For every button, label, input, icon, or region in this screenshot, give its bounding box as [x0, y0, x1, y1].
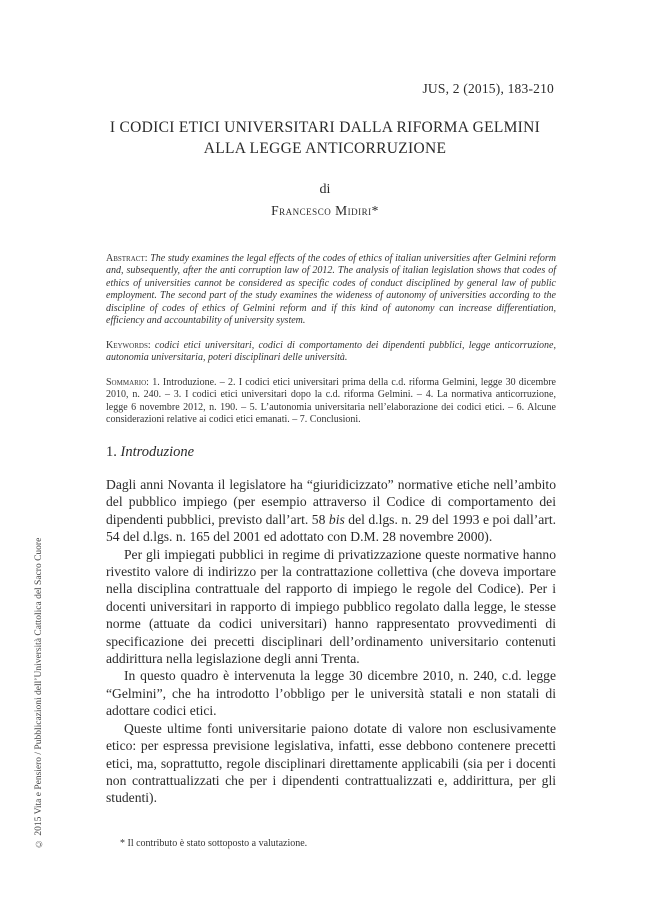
- by-label: di: [319, 182, 331, 197]
- paragraph-1-b: del d.lgs. n. 29 del 1993 e poi dall’art. 54 del d.lgs. n. 165 del 2001 ed adottato con D.M. 28 novembre 2000).: [106, 511, 556, 545]
- keywords: [106, 340, 556, 365]
- abstract-text: The study examines the legal effects of the codes of ethics of italian universities after Gelmini reform and, subsequently, after the anti corruption law of 2012. The analysis of italian legislation shows that codes of ethics of universities cannot be considered as specific codes of conduct disciplined by general law of public employment. The second part of the study examines the wideness of autonomy of universities according to the discipline of codes of ethics of Gelmini reform and if this kind of autonomy can increase differentiation, efficiency and accountability of university system.: [106, 253, 557, 327]
- section-title: Introduzione: [120, 444, 195, 460]
- keywords-label: Keywords:: [106, 340, 151, 351]
- article-title: [100, 117, 550, 159]
- paragraph-3: In questo quadro è intervenuta la legge 30 dicembre 2010, n. 240, c.d. legge “Gelmini”, che ha introdotto l’obbligo per le università statali e non statali di adottare codici etici.: [106, 668, 556, 719]
- abstract-label: Abstract:: [106, 253, 148, 264]
- title-line-2: ALLA LEGGE ANTICORRUZIONE: [203, 140, 447, 157]
- author-name: Francesco Midiri*: [271, 203, 379, 218]
- footnote: * Il contributo è stato sottoposto a valutazione.: [120, 838, 308, 849]
- paragraph-2: Per gli impiegati pubblici in regime di privatizzazione queste normative hanno rivestito valore di indirizzo per la contrattazione collettiva (che doveva importare nella disciplina contrattuale del rapporto di impiego le regole del Codice). Per i docenti universitari in rapporto di impiego pubblico regolato dalla legge, le stesse norme (attuate da codici universitari) hanno rappresentato provvedimenti di specificazione dei precetti disciplinari dell’ordinamento universitario contenuti addirittura nella legislazione degli anni Trenta.: [106, 546, 556, 667]
- section-heading: [106, 444, 194, 461]
- section-number: 1.: [106, 444, 117, 460]
- body-text: [106, 476, 556, 807]
- journal-reference: JUS, 2 (2015), 183-210: [422, 81, 554, 96]
- paragraph-1-a: Dagli anni Novanta il legislatore ha “giuridicizzato” normative etiche nell’ambito del pubblico impiego (per esempio attraverso il Codice di comportamento dei dipendenti pubblici, previsto dall’art. 58: [106, 477, 556, 527]
- paragraph-1-bis: bis: [328, 511, 345, 527]
- keywords-text: codici etici universitari, codici di comportamento dei dipendenti pubblici, legge anticorruzione, autonomia universitaria, poteri disciplinari delle università.: [106, 340, 556, 364]
- summary-text: 1. Introduzione. – 2. I codici etici universitari prima della c.d. riforma Gelmini, legge 30 dicembre 2010, n. 240. – 3. I codici etici universitari dopo la c.d. riforma Gelmini. – 4. La normativa anticorruzione, legge 6 novembre 2012, n. 190. – 5. L’autonomia universitaria nell’elaborazione dei codici etici. – 6. Alcune considerazioni relative ai codici etici emanati. – 7. Conclusioni.: [106, 377, 556, 426]
- summary: [106, 377, 556, 427]
- abstract: [106, 253, 556, 327]
- title-line-1: I CODICI ETICI UNIVERSITARI DALLA RIFORMA GELMINI: [109, 119, 541, 136]
- summary-label: Sommario:: [106, 377, 149, 388]
- paragraph-1: [106, 476, 556, 546]
- copyright-notice: © 2015 Vita e Pensiero / Pubblicazioni dell’Università Cattolica del Sacro Cuore: [34, 537, 44, 849]
- paragraph-4: Queste ultime fonti universitarie paiono dotate di valore non esclusivamente etico: per espressa previsione legislativa, infatti, esse debbono contenere precetti etici, ma, soprattutto, regole disciplinari direttamente applicabili (sia per i docenti non contrattualizzati che per i dipendenti contrattualizzati e, addirittura, per gli studenti).: [106, 720, 556, 806]
